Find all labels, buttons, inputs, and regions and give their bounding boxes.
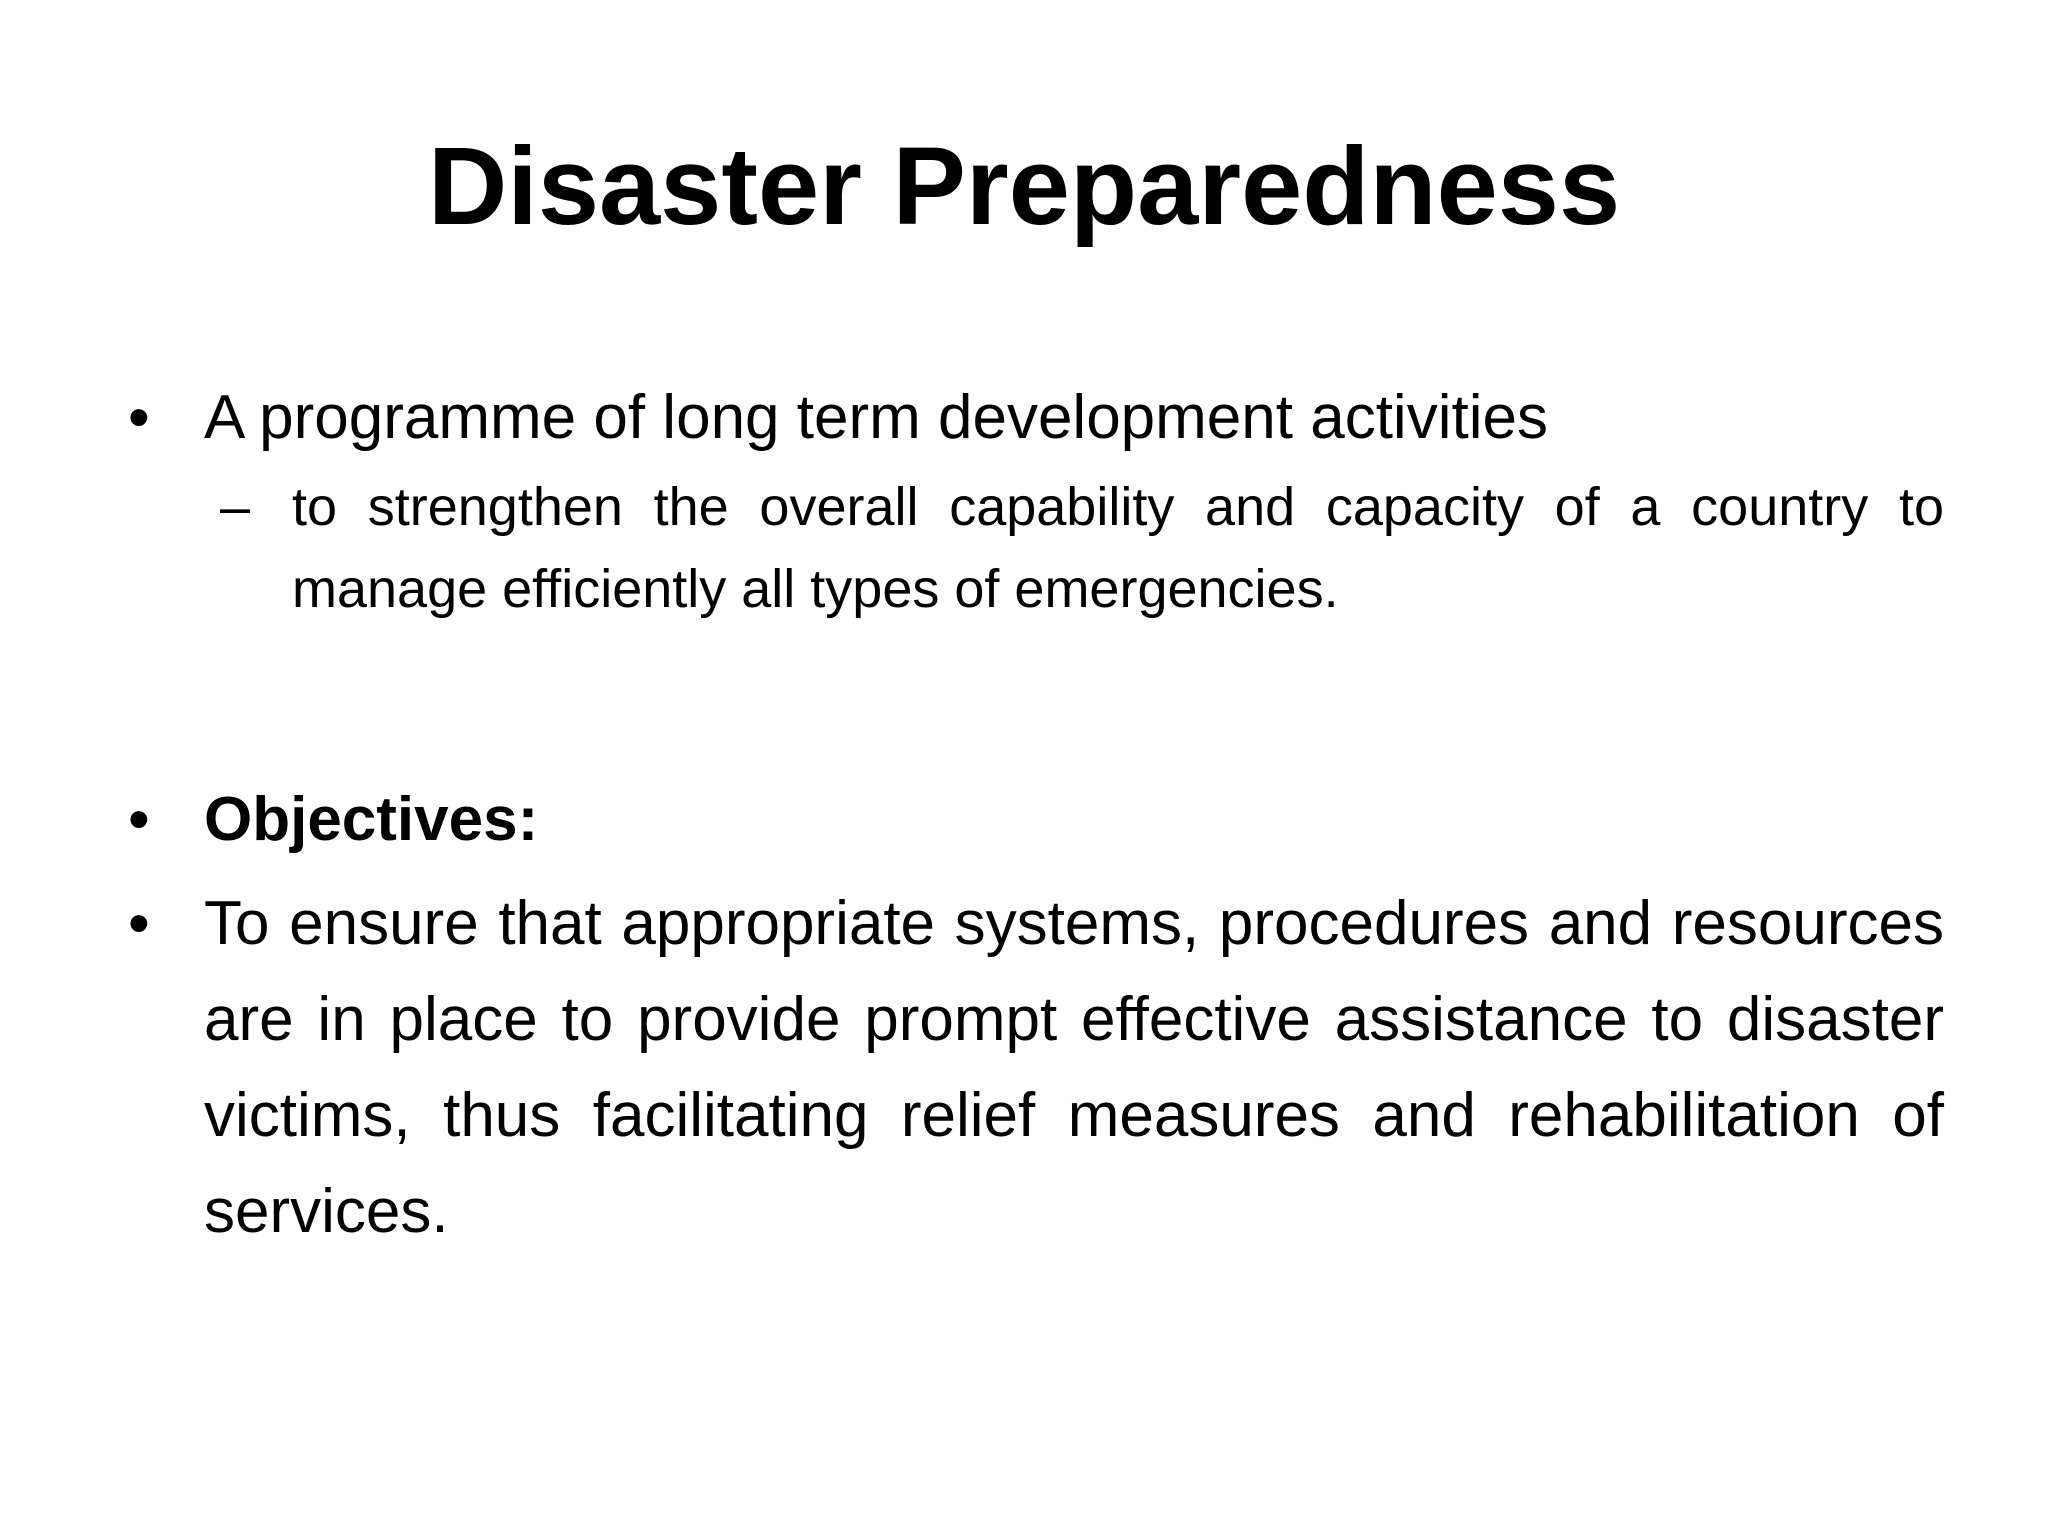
sub-bullet-item [112, 466, 1944, 630]
sub-bullet-dash: – [220, 477, 251, 537]
bullet-item [112, 876, 1944, 1260]
bullet-dot: • [128, 383, 150, 452]
bullet-item [112, 370, 1944, 466]
objectives-heading: Objectives: [204, 785, 539, 854]
bullet-dot: • [128, 889, 150, 958]
bullet-text: A programme of long term development activities [204, 383, 1548, 452]
bullet-dot: • [128, 785, 150, 854]
slide-body [112, 370, 1944, 1260]
slide-title: Disaster Preparedness [427, 125, 1621, 248]
sub-bullet-text: to strengthen the overall capability and capacity of a country to manage efficiently all types of emergencies. [292, 477, 1944, 619]
bullet-item [112, 772, 1944, 868]
objectives-text: To ensure that appropriate systems, procedures and resources are in place to provide prompt effective assistance to disaster victims, thus facilitating relief measures and rehabilitation of services. [204, 889, 1944, 1246]
